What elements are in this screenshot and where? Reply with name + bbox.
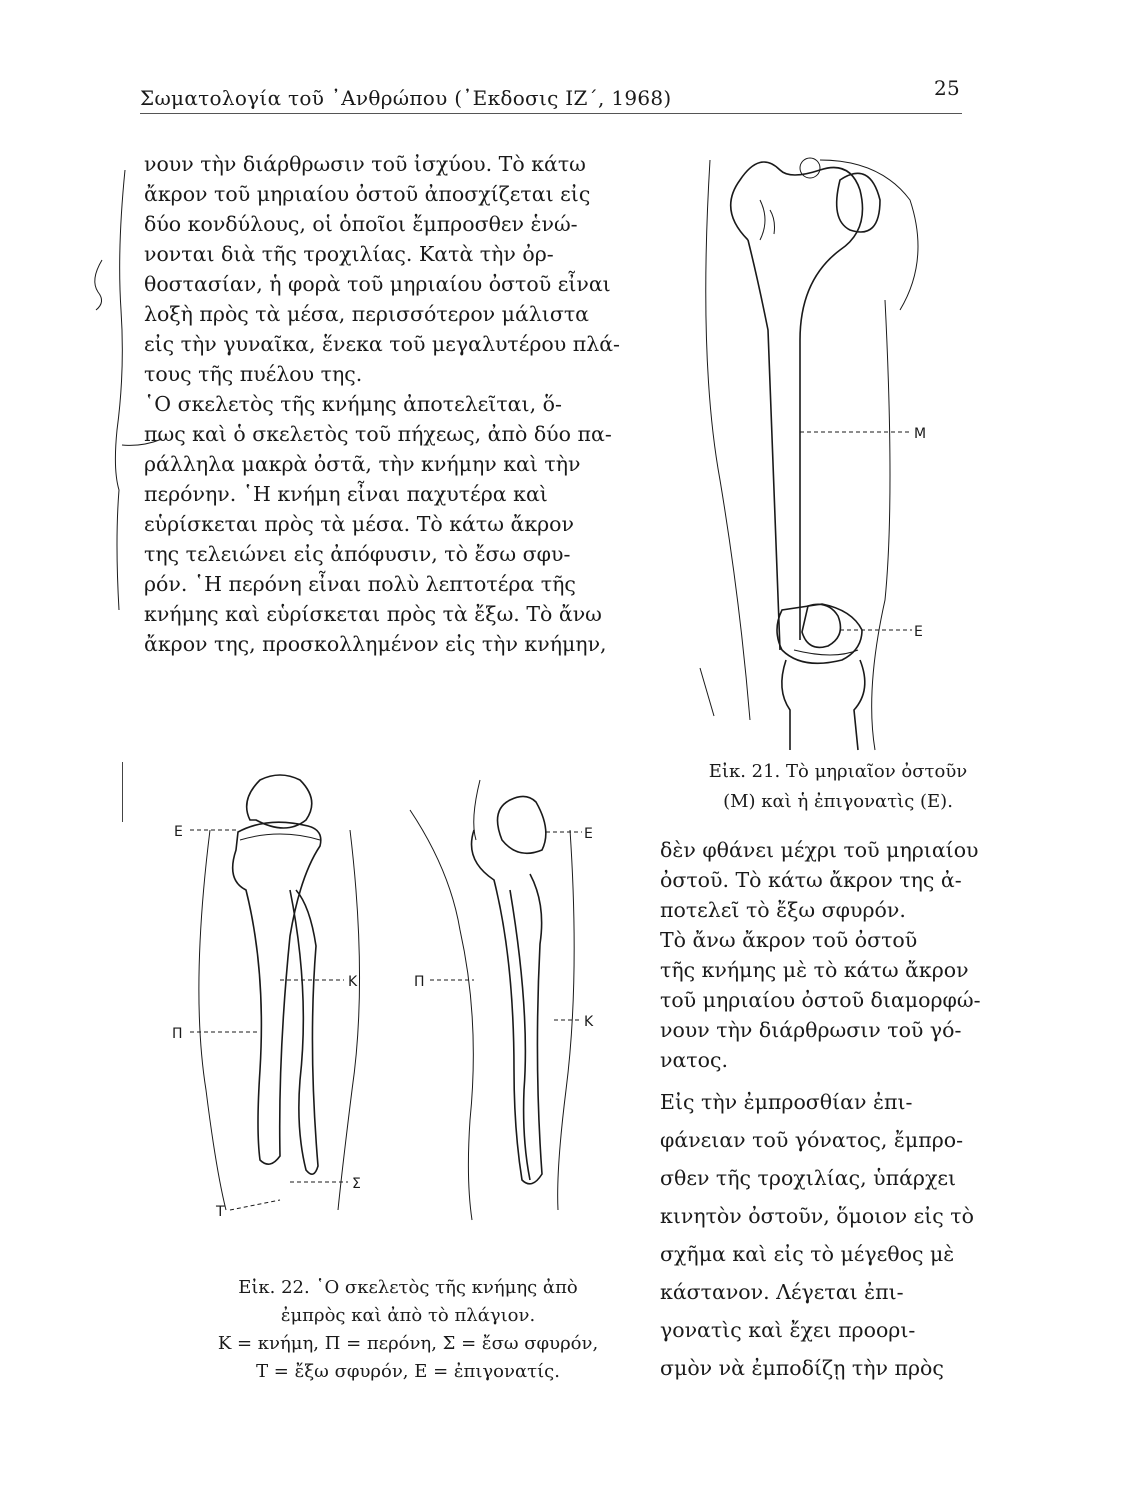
fig22-label-P-side: Π	[414, 974, 425, 990]
header-rule	[140, 113, 962, 114]
text-line: εἰς τὴν γυναῖκα, ἕνεκα τοῦ μεγαλυτέρου πλά-	[144, 332, 620, 356]
text-line: λοξὴ πρὸς τὰ μέσα, περισσότερον μάλιστα	[144, 302, 590, 326]
fig22-caption-line4: Τ = ἔξω σφυρόν, Ε = ἐπιγονατίς.	[256, 1361, 560, 1382]
text-line: της τελειώνει εἰς ἀπόφυσιν, τὸ ἔσω σφυ-	[144, 542, 571, 566]
fig21-label-M: Μ	[914, 426, 927, 442]
text-line: φάνειαν τοῦ γόνατος, ἔμπρο-	[660, 1128, 964, 1152]
fig22-caption-line2: ἐμπρὸς καὶ ἀπὸ τὸ πλάγιον.	[280, 1305, 536, 1326]
text-line: νουν τὴν διάρθρωσιν τοῦ γό-	[660, 1018, 962, 1042]
text-line: σθεν τῆς τροχιλίας, ὑπάρχει	[660, 1166, 957, 1190]
text-line: γονατὶς καὶ ἔχει προορι-	[660, 1318, 916, 1342]
fig22-label-K-front: Κ	[348, 974, 358, 990]
margin-rule	[122, 762, 123, 822]
text-line: κάστανον. Λέγεται ἐπι-	[660, 1280, 904, 1304]
text-line: ἄκρον τοῦ μηριαίου ὀστοῦ ἀποσχίζεται εἰς	[144, 182, 591, 206]
running-header	[140, 76, 960, 110]
text-line: σμὸν νὰ ἐμποδίζῃ τὴν πρὸς	[660, 1356, 944, 1380]
text-line: κνήμης καὶ εὑρίσκεται πρὸς τὰ ἔξω. Τὸ ἄνω	[144, 602, 602, 626]
text-line: κινητὸν ὀστοῦν, ὅμοιον εἰς τὸ	[660, 1204, 974, 1228]
text-line: ἄκρον της, προσκολλημένον εἰς τὴν κνήμην,	[144, 632, 607, 656]
text-line: δύο κονδύλους, οἱ ὁποῖοι ἔμπροσθεν ἑνώ-	[144, 212, 578, 236]
fig22-label-K-side: Κ	[584, 1014, 594, 1030]
text-line: νατος.	[660, 1048, 728, 1072]
text-line: τῆς κνήμης μὲ τὸ κάτω ἄκρον	[660, 958, 969, 982]
fig21-caption-line1: Εἰκ. 21. Τὸ μηριαῖον ὀστοῦν	[708, 761, 968, 782]
fig21-femur-drawing	[690, 120, 990, 740]
fig21-caption-line2: (Μ) καὶ ἡ ἐπιγονατὶς (Ε).	[723, 791, 953, 812]
fig22-label-S: Σ	[352, 1176, 361, 1192]
text-line: νουν τὴν διάρθρωσιν τοῦ ἰσχύου. Τὸ κάτω	[144, 152, 586, 176]
fig22-label-P-front: Π	[172, 1026, 183, 1042]
text-line: ὀστοῦ. Τὸ κάτω ἄκρον της ἀ-	[660, 868, 962, 892]
text-line: περόνην. ῾Η κνήμη εἶναι παχυτέρα καὶ	[144, 482, 548, 506]
text-line: σχῆμα καὶ εἰς τὸ μέγεθος μὲ	[660, 1242, 955, 1266]
text-line: θοστασίαν, ἡ φορὰ τοῦ μηριαίου ὀστοῦ εἶναι	[144, 272, 611, 296]
running-title: Σωματολογία τοῦ ᾿Ανθρώπου (᾿Εκδοσις ΙΖ΄, 1968)	[140, 86, 672, 110]
fig22-leg-drawing	[170, 770, 610, 1230]
fig22-caption-line1: Εἰκ. 22. ῾Ο σκελετὸς τῆς κνήμης ἀπὸ	[238, 1277, 578, 1298]
text-line: τοῦ μηριαίου ὀστοῦ διαμορφώ-	[660, 988, 981, 1012]
fig22-label-T: Τ	[216, 1204, 225, 1220]
text-line: νονται διὰ τῆς τροχιλίας. Κατὰ τὴν ὀρ-	[144, 242, 554, 266]
text-line: ρόν. ῾Η περόνη εἶναι πολὺ λεπτοτέρα τῆς	[144, 572, 576, 596]
fig21-label-E: Ε	[914, 624, 923, 640]
text-line: Τὸ ἄνω ἄκρον τοῦ ὀστοῦ	[660, 928, 918, 952]
fig22-label-E-side: Ε	[584, 826, 593, 842]
page-number: 25	[933, 76, 960, 100]
fig22-caption-line3: Κ = κνήμη, Π = περόνη, Σ = ἔσω σφυρόν,	[217, 1333, 599, 1354]
fig22-label-E-front: Ε	[174, 824, 183, 840]
text-line: Εἰς τὴν ἐμπροσθίαν ἐπι-	[660, 1090, 913, 1114]
text-line: ποτελεῖ τὸ ἔξω σφυρόν.	[660, 898, 906, 922]
text-line: εὑρίσκεται πρὸς τὰ μέσα. Τὸ κάτω ἄκρον	[144, 512, 574, 536]
text-line: τους τῆς πυέλου της.	[144, 362, 363, 386]
text-line: ράλληλα μακρὰ ὀστᾶ, τὴν κνήμην καὶ τὴν	[144, 452, 581, 476]
text-line: ῾Ο σκελετὸς τῆς κνήμης ἀποτελεῖται, ὅ-	[144, 392, 562, 416]
text-line: πως καὶ ὁ σκελετὸς τοῦ πήχεως, ἀπὸ δύο πα-	[144, 422, 612, 446]
text-line: δὲν φθάνει μέχρι τοῦ μηριαίου	[660, 838, 979, 862]
margin-pencil-mark	[80, 250, 150, 690]
